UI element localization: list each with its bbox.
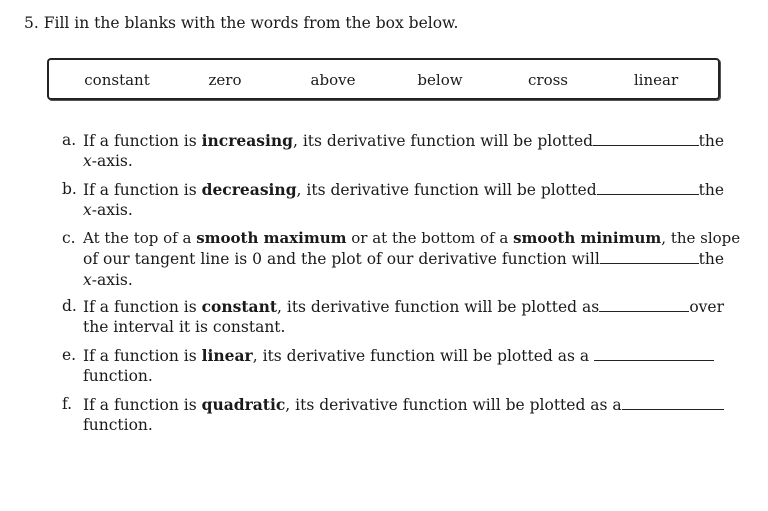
math-variable: x <box>83 201 92 219</box>
question-instruction: Fill in the blanks with the words from the box below. <box>43 14 459 32</box>
word-bank-item: cross <box>528 71 568 89</box>
item-label: a. <box>62 131 77 149</box>
item-text: , the slope <box>661 229 741 247</box>
item-bold-term: quadratic <box>201 395 286 414</box>
answer-blank[interactable] <box>622 395 724 410</box>
answer-blank[interactable] <box>594 346 714 361</box>
item-text: the <box>698 250 724 268</box>
item-text: If a function is <box>83 132 202 150</box>
item-text: the <box>698 181 724 199</box>
item-text: , its derivative function will be plotted <box>296 181 597 199</box>
answer-blank[interactable] <box>600 249 699 264</box>
item-text: over <box>689 298 724 316</box>
item-label: d. <box>62 297 77 315</box>
item-text: , its derivative function will be plotted as a <box>285 396 622 414</box>
item-text: function. <box>83 416 153 434</box>
item-bold-term: decreasing <box>201 180 297 199</box>
answer-blank[interactable] <box>597 180 699 195</box>
item-bold-term: linear <box>201 346 253 365</box>
math-variable: x <box>83 271 92 289</box>
answer-blank[interactable] <box>599 297 689 312</box>
item-text: If a function is <box>83 181 202 199</box>
question-number: 5. <box>24 14 39 32</box>
item-text: -axis. <box>91 152 133 170</box>
word-bank-item: linear <box>633 71 679 89</box>
item-bold-term: increasing <box>201 131 293 150</box>
math-variable: x <box>83 152 92 170</box>
item-text: or at the bottom of a <box>346 229 514 247</box>
word-bank-item: zero <box>208 71 242 89</box>
item-text: If a function is <box>83 347 202 365</box>
item-text: If a function is <box>83 396 202 414</box>
item-text: At the top of a <box>83 229 197 247</box>
item-text: , its derivative function will be plotted as a <box>252 347 590 365</box>
item-label: f. <box>62 395 73 413</box>
item-text: -axis. <box>91 201 133 219</box>
word-bank-item: above <box>310 71 356 89</box>
item-text: function. <box>83 367 153 385</box>
answer-blank[interactable] <box>593 131 699 146</box>
question-header <box>24 14 458 32</box>
item-text: the interval it is constant. <box>83 318 286 336</box>
item-bold-term: smooth maximum <box>196 229 347 247</box>
item-label: c. <box>62 229 76 247</box>
item-text: -axis. <box>91 271 133 289</box>
item-label: b. <box>62 180 77 198</box>
item-text: , its derivative function will be plotted <box>293 132 594 150</box>
item-label: e. <box>62 346 77 364</box>
item-text: If a function is <box>83 298 202 316</box>
item-bold-term: constant <box>201 297 278 316</box>
item-text: of our tangent line is 0 and the plot of our derivative function will <box>83 250 600 268</box>
item-text: the <box>698 132 724 150</box>
item-bold-term: smooth minimum <box>513 229 662 247</box>
word-bank-item: constant <box>84 71 150 89</box>
word-bank-item: below <box>417 71 463 89</box>
item-text: , its derivative function will be plotted as <box>277 298 600 316</box>
word-bank-box <box>47 58 720 100</box>
